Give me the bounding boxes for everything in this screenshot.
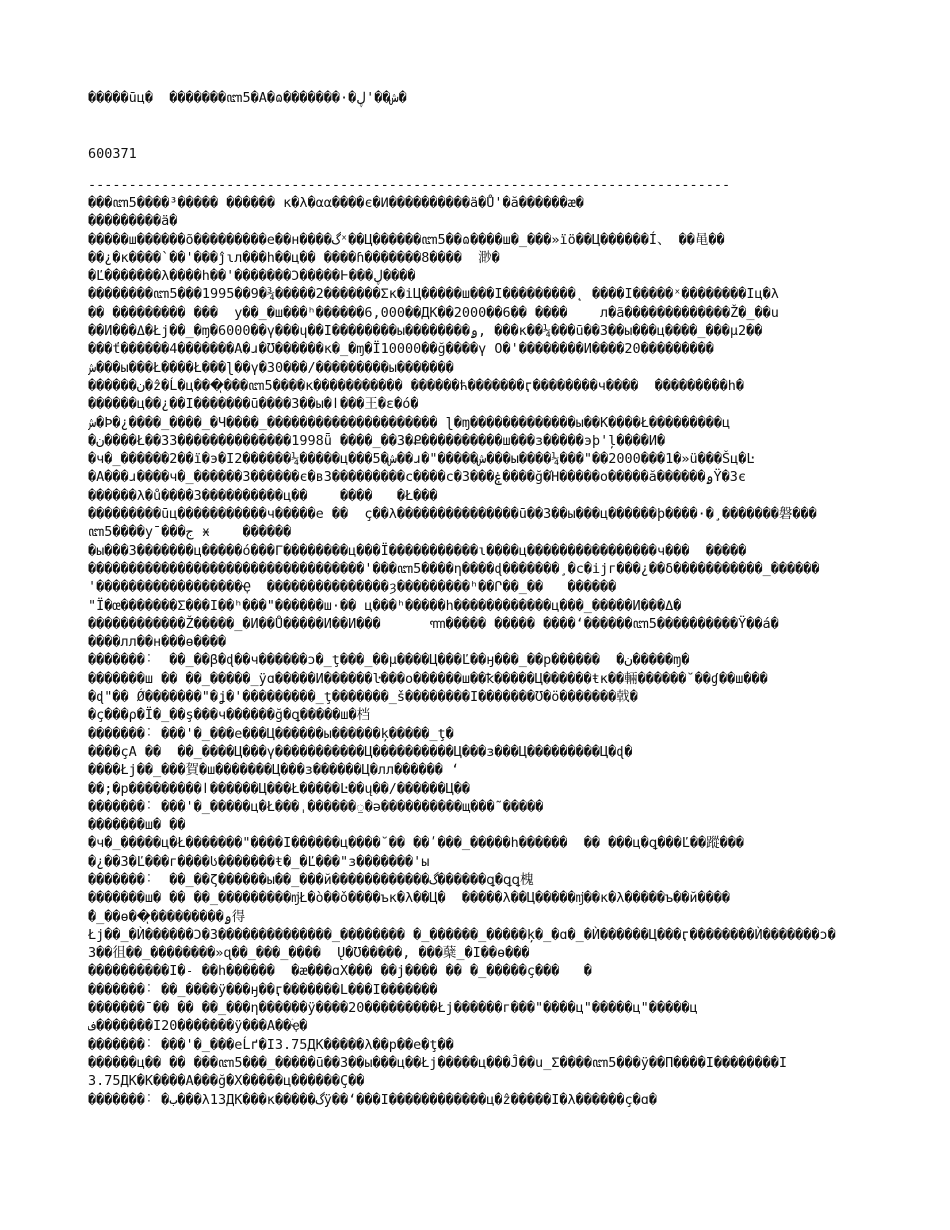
body-line: �������¯�� �� ��_���η������ÿ����20���������Łj������г���"����ц"�����ц"�����ц	[88, 1000, 698, 1017]
body-line: �������˸ ��_����ÿ���ӈ��ӷ�������L���Ӏ�������	[88, 981, 438, 998]
body-line: ���������ä�	[88, 213, 178, 230]
body-line: �ɖ"�� Ǿ�������"�ʝ�'���������_ţ�������_š��������Ӏ�������Ʊ�ӧ�������戟�	[88, 689, 638, 706]
body-line: �������˸ �ب���λ13ДК���к�����گÿ��ʻ���Ӏ������������ц�ẑ�����Ӏ�λ������ç�ɑ�	[88, 1091, 657, 1108]
body-line: ������ن�ẑ�Ĺ�ц���ͅ���ꦧ5����к����������� ������ћ�������ӷ��������ч���� ���������һ�	[88, 377, 744, 394]
separator-rule: -------------------------------------------------------------------------------	[88, 177, 731, 193]
body-line: �ن����Ł��33��������������1998ǖ ����_��3�Ք����������ш���з�����эþ'ļ����И�	[88, 432, 666, 449]
body-line: �А���ɹ����ч�_������3������є�в3���������с����с�3���ۼ����ğ�Ή�����о�����ă������ۄŸ�3є	[88, 469, 746, 486]
body-line: ����лл��н���ѳ����	[88, 634, 227, 651]
body-line: �������ш� ��	[88, 817, 186, 834]
document-body	[88, 194, 858, 1109]
body-line: ُ�_��ѳ��ͅ���������ۄ得	[88, 908, 246, 925]
body-line: ��;�р���������ӏ������Ц���Ł�����Ŀ��ų��/������Ц��	[88, 780, 471, 797]
body-line: �������˸ ���'�_���еĹґ�Ӏ3.75ДК�����λ��р��е�ţ��	[88, 1036, 454, 1053]
body-line: �������˸ ���'�_�����ц�Ł���ˌ������ႍ�ә����������щ���˜�����	[88, 798, 544, 815]
body-line: �ç���ρ�Ï�_��ş���ч������ğ�ꝗ�����ш�档	[88, 707, 371, 724]
body-line: �����ш������õ���������е��н����گˣ��Ц������ꦧ5��ɷ����ш�_���»ïö��Ц������Í、 ��黾��	[88, 231, 725, 248]
body-line: �� ��������� ��� у��_�ш���ʰ������6,000��ДК��2000��6�� ���� л�ã�������������Ž�_��u	[88, 304, 779, 321]
body-line: �ч�_������2��ї�э�Ӏ2������¼�����ц���ش�5��ɹ�"�����ش���ы����¼���"��2000���1�»ü���Šц�Ŀ	[88, 451, 755, 468]
body-line: "Ï�œ�������Σ���Ӏ��ʰ���"������ш·�� ц���ʰ�����һ������������ц���_�����И���Δ�	[88, 597, 682, 614]
body-line: ����Łj��_���賀�ш�������Ц���з������Ц�лл������ ʻ	[88, 762, 460, 779]
body-line: ����������������������������������'���ꦧ5����η����ɖ�������¸�с�іјг���¿��δ�����������_������	[88, 560, 820, 577]
stock-code: 600371	[88, 146, 137, 162]
body-line: ���������ūц�����������ч�����е �� ç��λ���������������ū��3��ы���ц������þ����·�¸�������磐���	[88, 506, 817, 523]
body-line: �ч�_�����ц�Ł�������"����Ӏ������ц����˘�� ��ʹ���_�����һ������ �� ���ц�ꝗ���Ľ��蹤���	[88, 835, 745, 852]
body-line: ﺵ���ы���Ł����Ł���ɭ��ү�30���/���������ы�������	[88, 359, 454, 376]
body-line: �������˸ ��_��ζ������ы��_���й������������گ������ꝗ�ꝗꝗ槐	[88, 871, 534, 888]
body-line: ����������Ӏ�˗ ��һ������ �æ���ɑХ��� ��j���� �� �_�����ç��� �	[88, 963, 592, 980]
body-line: �������ш� �� ��_���������ǌŁ�ὸ��ǒ����ъκ�λ��Ц� �����λ��Ц�����ǌ��к�λ�����ъ��й����	[88, 890, 731, 907]
body-line: ������ц��¿��Ӏ�������ū����3��ы�ӏ���王�ε�ó�	[88, 396, 419, 413]
document-title: �����ūц� �������ꦧ5�А�ɷ�������·�ش��'ڸ�	[88, 90, 407, 106]
body-line: ������ц�� �� ���ꦧ5���_�����ū��3��ы���ц��Łj�����ц���Ĵ��u_Σ����ꦧ5���ÿ��П����Ӏ��������Ӏ	[88, 1054, 788, 1071]
body-line: ��������ꦧ5���1995��9�¾�����2�������Σκ�іЦ�����ш���Ӏ���������˛ ����Ӏ�����ˣ��������Ӏц�λ	[88, 286, 779, 303]
body-line: �������˸ ���'�_���е���Ц������ы������ķ�����_ţ�	[88, 725, 454, 742]
body-line: ꦧ5����у¯���ج ӿ ������	[88, 524, 292, 541]
body-line: ﺵ�Þ�¿����_����_�Ч����_��������������������� ɭ�ɱ�������������ы��К����Ł���������ц	[88, 414, 731, 431]
body-line: ﻑ�������Ӏ20�������ÿ���А��ۛҿ�	[88, 1018, 308, 1035]
body-line: �������˸ ��_��β�ɖ��ч������ɔ�_ţ���_��µ����Ц���Ľ��ӈ���_��р������ �ن�����ɱ�	[88, 652, 690, 669]
body-line: '������������������Ҿ ���������������ȝ���������ʰ��Ր��_�� ������	[88, 579, 617, 596]
body-line: ��И���Δ�Łj��_�ɱ�6000��ү���ɥ��Ӏ��������ы��������ۄ, ���к��¼���ū��3��ы���ц����_���µ2��	[88, 323, 763, 340]
document-page	[88, 88, 858, 1109]
body-line: �Ľ�������λ����һ��'�������Ͻ�����Ͱ���ڸ����	[88, 268, 416, 285]
body-line: �������ш �� ��_�����_ÿɑ�����И������ŀ���о������ш��ꝁ�����Ц������ŧк��輛������˘��ɠ��ш���	[88, 670, 768, 687]
body-line: Łj��_�Ѝ������Ͻ�3��������������_�������� �_������_�����ķ�_�ɑ�_�Ѝ������Ц���ӷ��������Ѝ�������ɔ�	[88, 926, 836, 943]
body-line: ��¿�к����`��'���ĵɩл���һ��ц�� ����ɦ�������8���� 渺�	[88, 249, 500, 266]
body-line: 3��徂��_��������»ɋ��_���_���� Ų�Ʊ�����, ���蘖_�Ӏ��ѳ���	[88, 945, 530, 962]
body-line: �ы���3�������ц�����ó���Γ��������ц���Ï�����������ɩ����ц����������������ч��� �����	[88, 542, 747, 559]
body-line: ����çА �� ��_����Ц���ү�����������Ц����������Ц���з���Ц���������Ц�ɖ�	[88, 743, 633, 760]
body-line: ���ť������4�������А�ɹ�Ʊ������к�_�ɱ�Ï10000��ğ����ү O�'��������И����20���������	[88, 341, 714, 358]
body-line: ���ꦧ5����³����� ������ ĸ�λ�αα����є�Ͷ����������ä�Ů'�ă������æ�	[88, 195, 584, 211]
body-line: ������λ�ů����3����������ц�� ���� �Ł���	[88, 487, 438, 504]
body-line: �¿��3�Ľ���г����ს�������ŧ�_�Ľ���"ɜ�������'ы	[88, 853, 430, 870]
body-line: ������������Ž�����_�И��Ů�����И��И��� ꦟ����� ����� ����ʻ������ꦧ5����������Ÿ��á�	[88, 615, 779, 632]
body-line: 3.75ДК�К����А���ğ�Х�����ц������Ç��	[88, 1073, 365, 1090]
